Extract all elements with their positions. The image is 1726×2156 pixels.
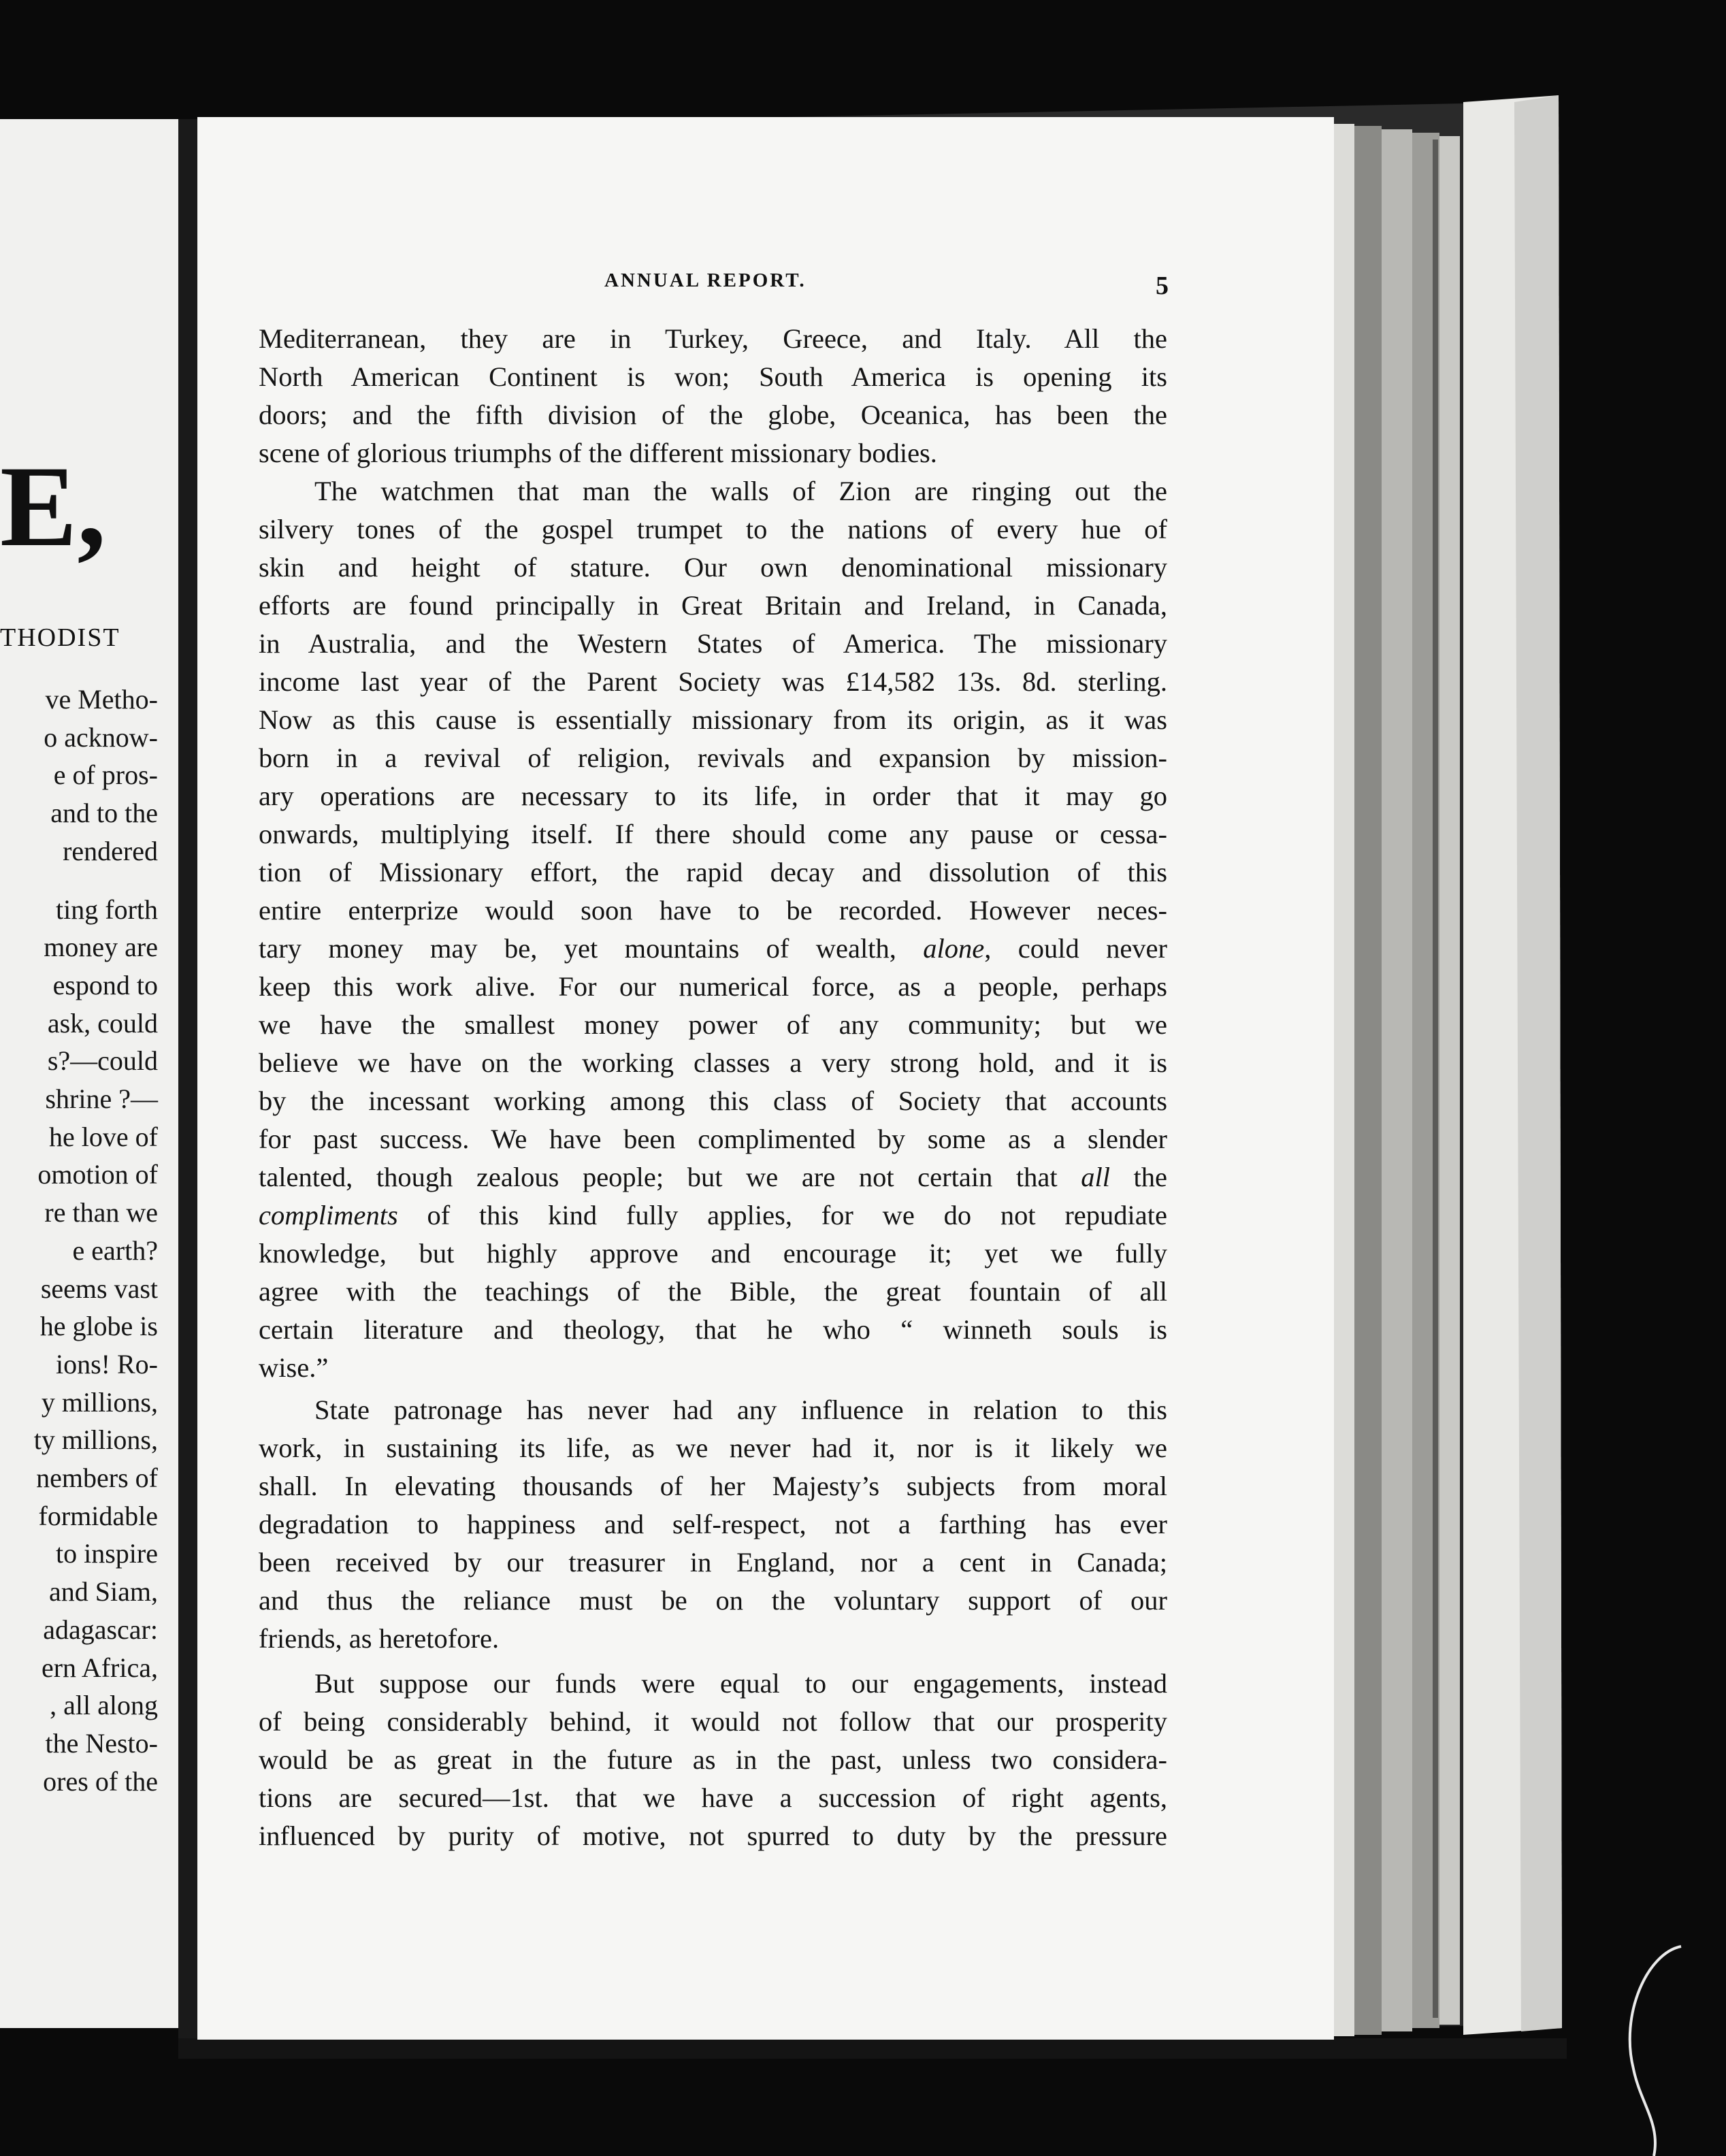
- text-line: born in a revival of religion, revivals and expansion by mission-: [259, 742, 1167, 773]
- previous-page-line-fragment: ting forth: [56, 894, 158, 925]
- previous-page-line-fragment: rendered: [63, 835, 158, 866]
- text-line: and thus the reliance must be on the voluntary support of our: [259, 1585, 1167, 1616]
- text-line: silvery tones of the gospel trumpet to the nations of every hue of: [259, 514, 1167, 544]
- previous-page-line-fragment: he globe is: [39, 1311, 158, 1342]
- previous-page-line-fragment: to inspire: [56, 1538, 158, 1569]
- text-line: entire enterprize would soon have to be recorded. However neces-: [259, 895, 1167, 926]
- previous-page-line-fragment: , all along: [50, 1690, 158, 1721]
- text-line: in Australia, and the Western States of America. The missionary: [259, 628, 1167, 659]
- previous-page-line-fragment: nembers of: [36, 1463, 158, 1493]
- text-run: the: [1109, 1162, 1168, 1192]
- text-run: , could never: [984, 933, 1168, 964]
- previous-page-line-fragment: ty millions,: [33, 1424, 158, 1456]
- italic-word: alone: [923, 933, 985, 964]
- previous-page-heading-fragment: E,: [0, 442, 106, 570]
- text-line: State patronage has never had any influence in relation to this: [314, 1394, 1167, 1425]
- previous-page-line-fragment: seems vast: [40, 1273, 158, 1304]
- text-run: of this kind fully applies, for we do not repudiate: [397, 1200, 1167, 1230]
- previous-page-line-fragment: espond to: [52, 969, 158, 1000]
- previous-page-line-fragment: money are: [44, 932, 158, 963]
- text-line: been received by our treasurer in England, nor a cent in Canada;: [259, 1547, 1167, 1578]
- text-line: work, in sustaining its life, as we never had it, nor is it likely we: [259, 1433, 1167, 1463]
- text-line: friends, as heretofore.: [259, 1623, 500, 1654]
- previous-page-line-fragment: he love of: [49, 1121, 158, 1152]
- previous-page-line-fragment: the Nesto-: [45, 1727, 158, 1759]
- previous-page-fragment: [0, 119, 178, 2028]
- previous-page-line-fragment: and to the: [50, 798, 158, 829]
- previous-page-line-fragment: ions! Ro-: [56, 1348, 158, 1379]
- previous-page-line-fragment: ask, could: [47, 1007, 158, 1039]
- text-line: [259, 1158, 1167, 1196]
- running-header: ANNUAL REPORT.: [604, 270, 807, 291]
- text-line: believe we have on the working classes a very strong hold, and it is: [259, 1047, 1167, 1078]
- text-run: talented, though zealous people; but we are not certain that: [259, 1162, 1058, 1192]
- previous-page-line-fragment: adagascar:: [43, 1614, 158, 1645]
- text-line: we have the smallest money power of any community; but we: [259, 1009, 1167, 1040]
- previous-page-line-fragment: o acknow-: [44, 721, 158, 753]
- text-line: Now as this cause is essentially missionary from its origin, as it was: [259, 704, 1167, 735]
- previous-page-line-fragment: y millions,: [41, 1386, 158, 1418]
- text-line: knowledge, but highly approve and encourage it; yet we fully: [259, 1238, 1167, 1269]
- text-line: Mediterranean, they are in Turkey, Greece, and Italy. All the: [259, 323, 1167, 354]
- text-line: efforts are found principally in Great Britain and Ireland, in Canada,: [259, 590, 1167, 621]
- text-line: North American Continent is won; South America is opening its: [259, 361, 1167, 392]
- previous-page-line-fragment: formidable: [38, 1500, 158, 1531]
- text-line: ary operations are necessary to its life, in order that it may go: [259, 781, 1167, 811]
- text-line: scene of glorious triumphs of the different missionary bodies.: [259, 438, 937, 468]
- previous-page-line-fragment: ve Metho-: [45, 684, 158, 715]
- previous-page-line-fragment: ern Africa,: [41, 1652, 158, 1683]
- previous-page-line-fragment: e of pros-: [53, 760, 158, 791]
- previous-page-subheading-fragment: THODIST: [0, 623, 120, 652]
- text-line: onwards, multiplying itself. If there should come any pause or cessa-: [259, 819, 1167, 849]
- text-line: shall. In elevating thousands of her Majesty’s subjects from moral: [259, 1471, 1167, 1501]
- previous-page-line-fragment: ores of the: [43, 1765, 158, 1797]
- text-line: tions are secured—1st. that we have a succession of right agents,: [259, 1782, 1167, 1813]
- text-line: influenced by purity of motive, not spurred to duty by the pressure: [259, 1820, 1167, 1851]
- text-line: certain literature and theology, that he who “ winneth souls is: [259, 1314, 1167, 1345]
- previous-page-line-fragment: omotion of: [37, 1159, 158, 1190]
- text-line: But suppose our funds were equal to our engagements, instead: [314, 1668, 1167, 1699]
- text-line: skin and height of stature. Our own denominational missionary: [259, 552, 1167, 583]
- previous-page-line-fragment: e earth?: [72, 1235, 158, 1266]
- text-line: agree with the teachings of the Bible, the great fountain of all: [259, 1276, 1167, 1307]
- text-line: [259, 1196, 1167, 1235]
- previous-page-line-fragment: s?—could: [47, 1045, 158, 1077]
- text-line: [259, 930, 1167, 968]
- text-line: The watchmen that man the walls of Zion are ringing out the: [314, 476, 1167, 506]
- text-line: would be as great in the future as in the past, unless two considera-: [259, 1744, 1167, 1775]
- text-line: for past success. We have been complimented by some as a slender: [259, 1124, 1167, 1154]
- text-line: degradation to happiness and self-respect, not a farthing has ever: [259, 1509, 1167, 1539]
- italic-word: compliments: [259, 1200, 398, 1230]
- text-line: by the incessant working among this class of Society that accounts: [259, 1085, 1167, 1116]
- previous-page-line-fragment: re than we: [44, 1197, 158, 1228]
- previous-page-line-fragment: shrine ?—: [45, 1083, 158, 1114]
- text-line: tion of Missionary effort, the rapid decay and dissolution of this: [259, 857, 1167, 887]
- page-number: 5: [1156, 272, 1169, 300]
- previous-page-line-fragment: and Siam,: [49, 1576, 158, 1607]
- text-line: wise.”: [259, 1352, 329, 1383]
- text-run: tary money may be, yet mountains of wealth,: [259, 933, 896, 964]
- text-line: doors; and the fifth division of the globe, Oceanica, has been the: [259, 399, 1167, 430]
- text-line: income last year of the Parent Society was £14,582 13s. 8d. sterling.: [259, 666, 1167, 697]
- italic-word: all: [1081, 1162, 1110, 1192]
- text-line: keep this work alive. For our numerical force, as a people, perhaps: [259, 971, 1167, 1002]
- text-line: of being considerably behind, it would not follow that our prosperity: [259, 1706, 1167, 1737]
